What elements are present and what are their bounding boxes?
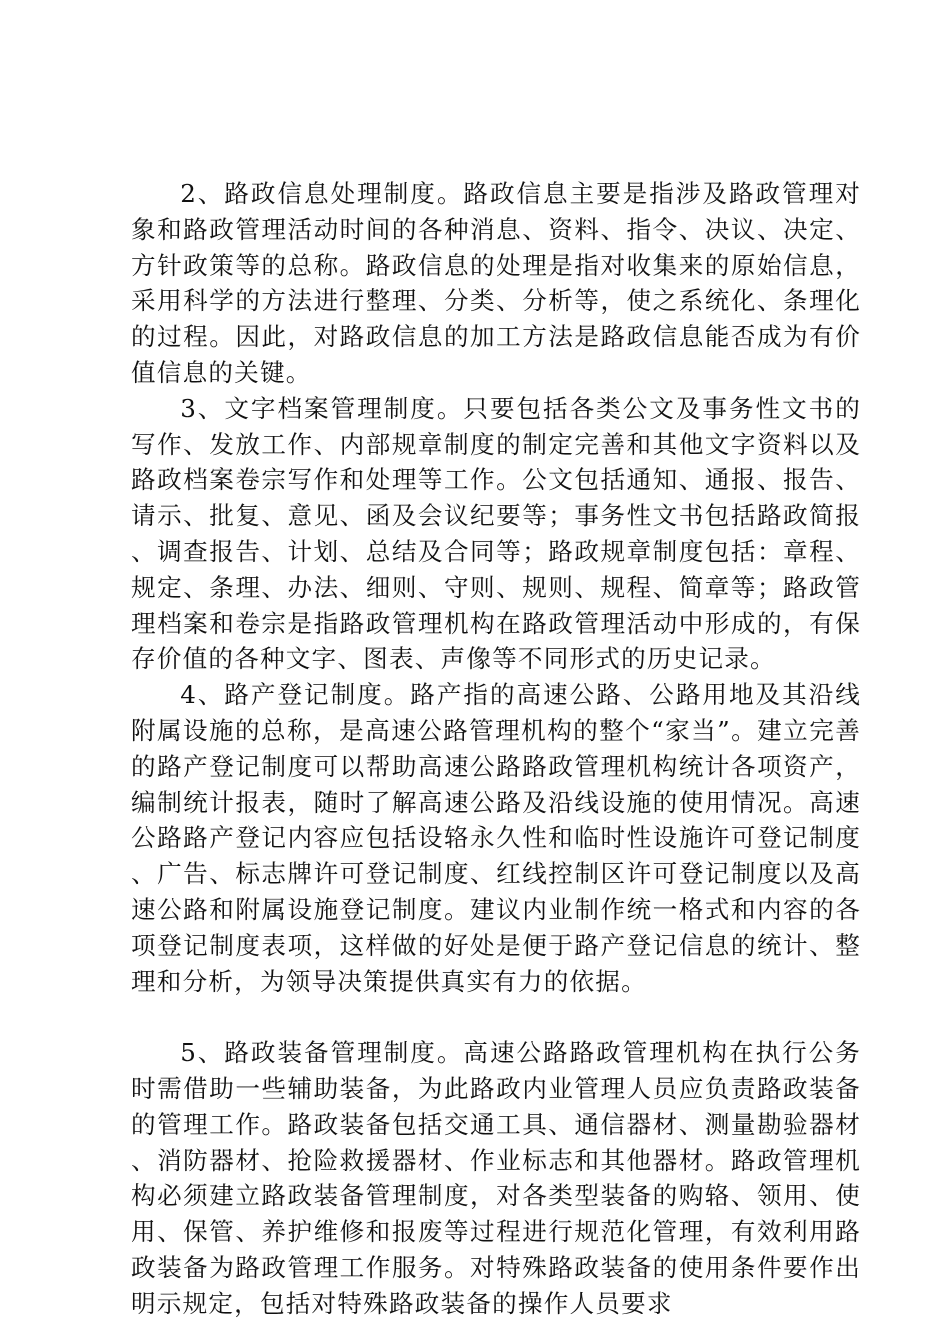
- paragraph-spacer: [131, 999, 861, 1035]
- paragraph-5-equipment-management: 5、路政装备管理制度。高速公路路政管理机构在执行公务时需借助一些辅助装备，为此路政内业管理人员应负责路政装备的管理工作。路政装备包括交通工具、通信器材、测量勘验器材、消防器材、抢险救援器材、作业标志和其他器材。路政管理机构必须建立路政装备管理制度，对各类型装备的购辂、领用、使用、保管、养护维修和报废等过程进行规范化管理，有效利用路政装备为路政管理工作服务。对特殊路政装备的使用条件要作出明示规定，包括对特殊路政装备的操作人员要求: [131, 1038, 861, 1318]
- document-body: [131, 176, 861, 1322]
- paragraph-2-message-processing: 2、路政信息处理制度。路政信息主要是指涉及路政管理对象和路政管理活动时间的各种消息、资料、指令、决议、决定、方针政策等的总称。路政信息的处理是指对收集来的原始信息，采用科学的方法进行整理、分类、分析等，使之系统化、条理化的过程。因此，对路政信息的加工方法是路政信息能否成为有价值信息的关键。: [131, 179, 861, 387]
- paragraph-3-archive-management: 3、文字档案管理制度。只要包括各类公文及事务性文书的写作、发放工作、内部规章制度的制定完善和其他文字资料以及路政档案卷宗写作和处理等工作。公文包括通知、通报、报告、请示、批复、意见、函及会议纪要等；事务性文书包括路政简报、调查报告、计划、总结及合同等；路政规章制度包括：章程、规定、条理、办法、细则、守则、规则、规程、简章等；路政管理档案和卷宗是指路政管理机构在路政管理活动中形成的，有保存价值的各种文字、图表、声像等不同形式的历史记录。: [131, 393, 861, 674]
- paragraph-4-asset-registration: 4、路产登记制度。路产指的高速公路、公路用地及其沿线附属设施的总称，是高速公路管理机构的整个“家当”。建立完善的路产登记制度可以帮助高速公路路政管理机构统计各项资产，编制统计报表，随时了解高速公路及沿线设施的使用情况。高速公路路产登记内容应包括设辂永久性和临时性设施许可登记制度、广告、标志牌许可登记制度、红线控制区许可登记制度以及高速公路和附属设施登记制度。建议内业制作统一格式和内容的各项登记制度表项，这样做的好处是便于路产登记信息的统计、整理和分析，为领导决策提供真实有力的依据。: [131, 680, 861, 996]
